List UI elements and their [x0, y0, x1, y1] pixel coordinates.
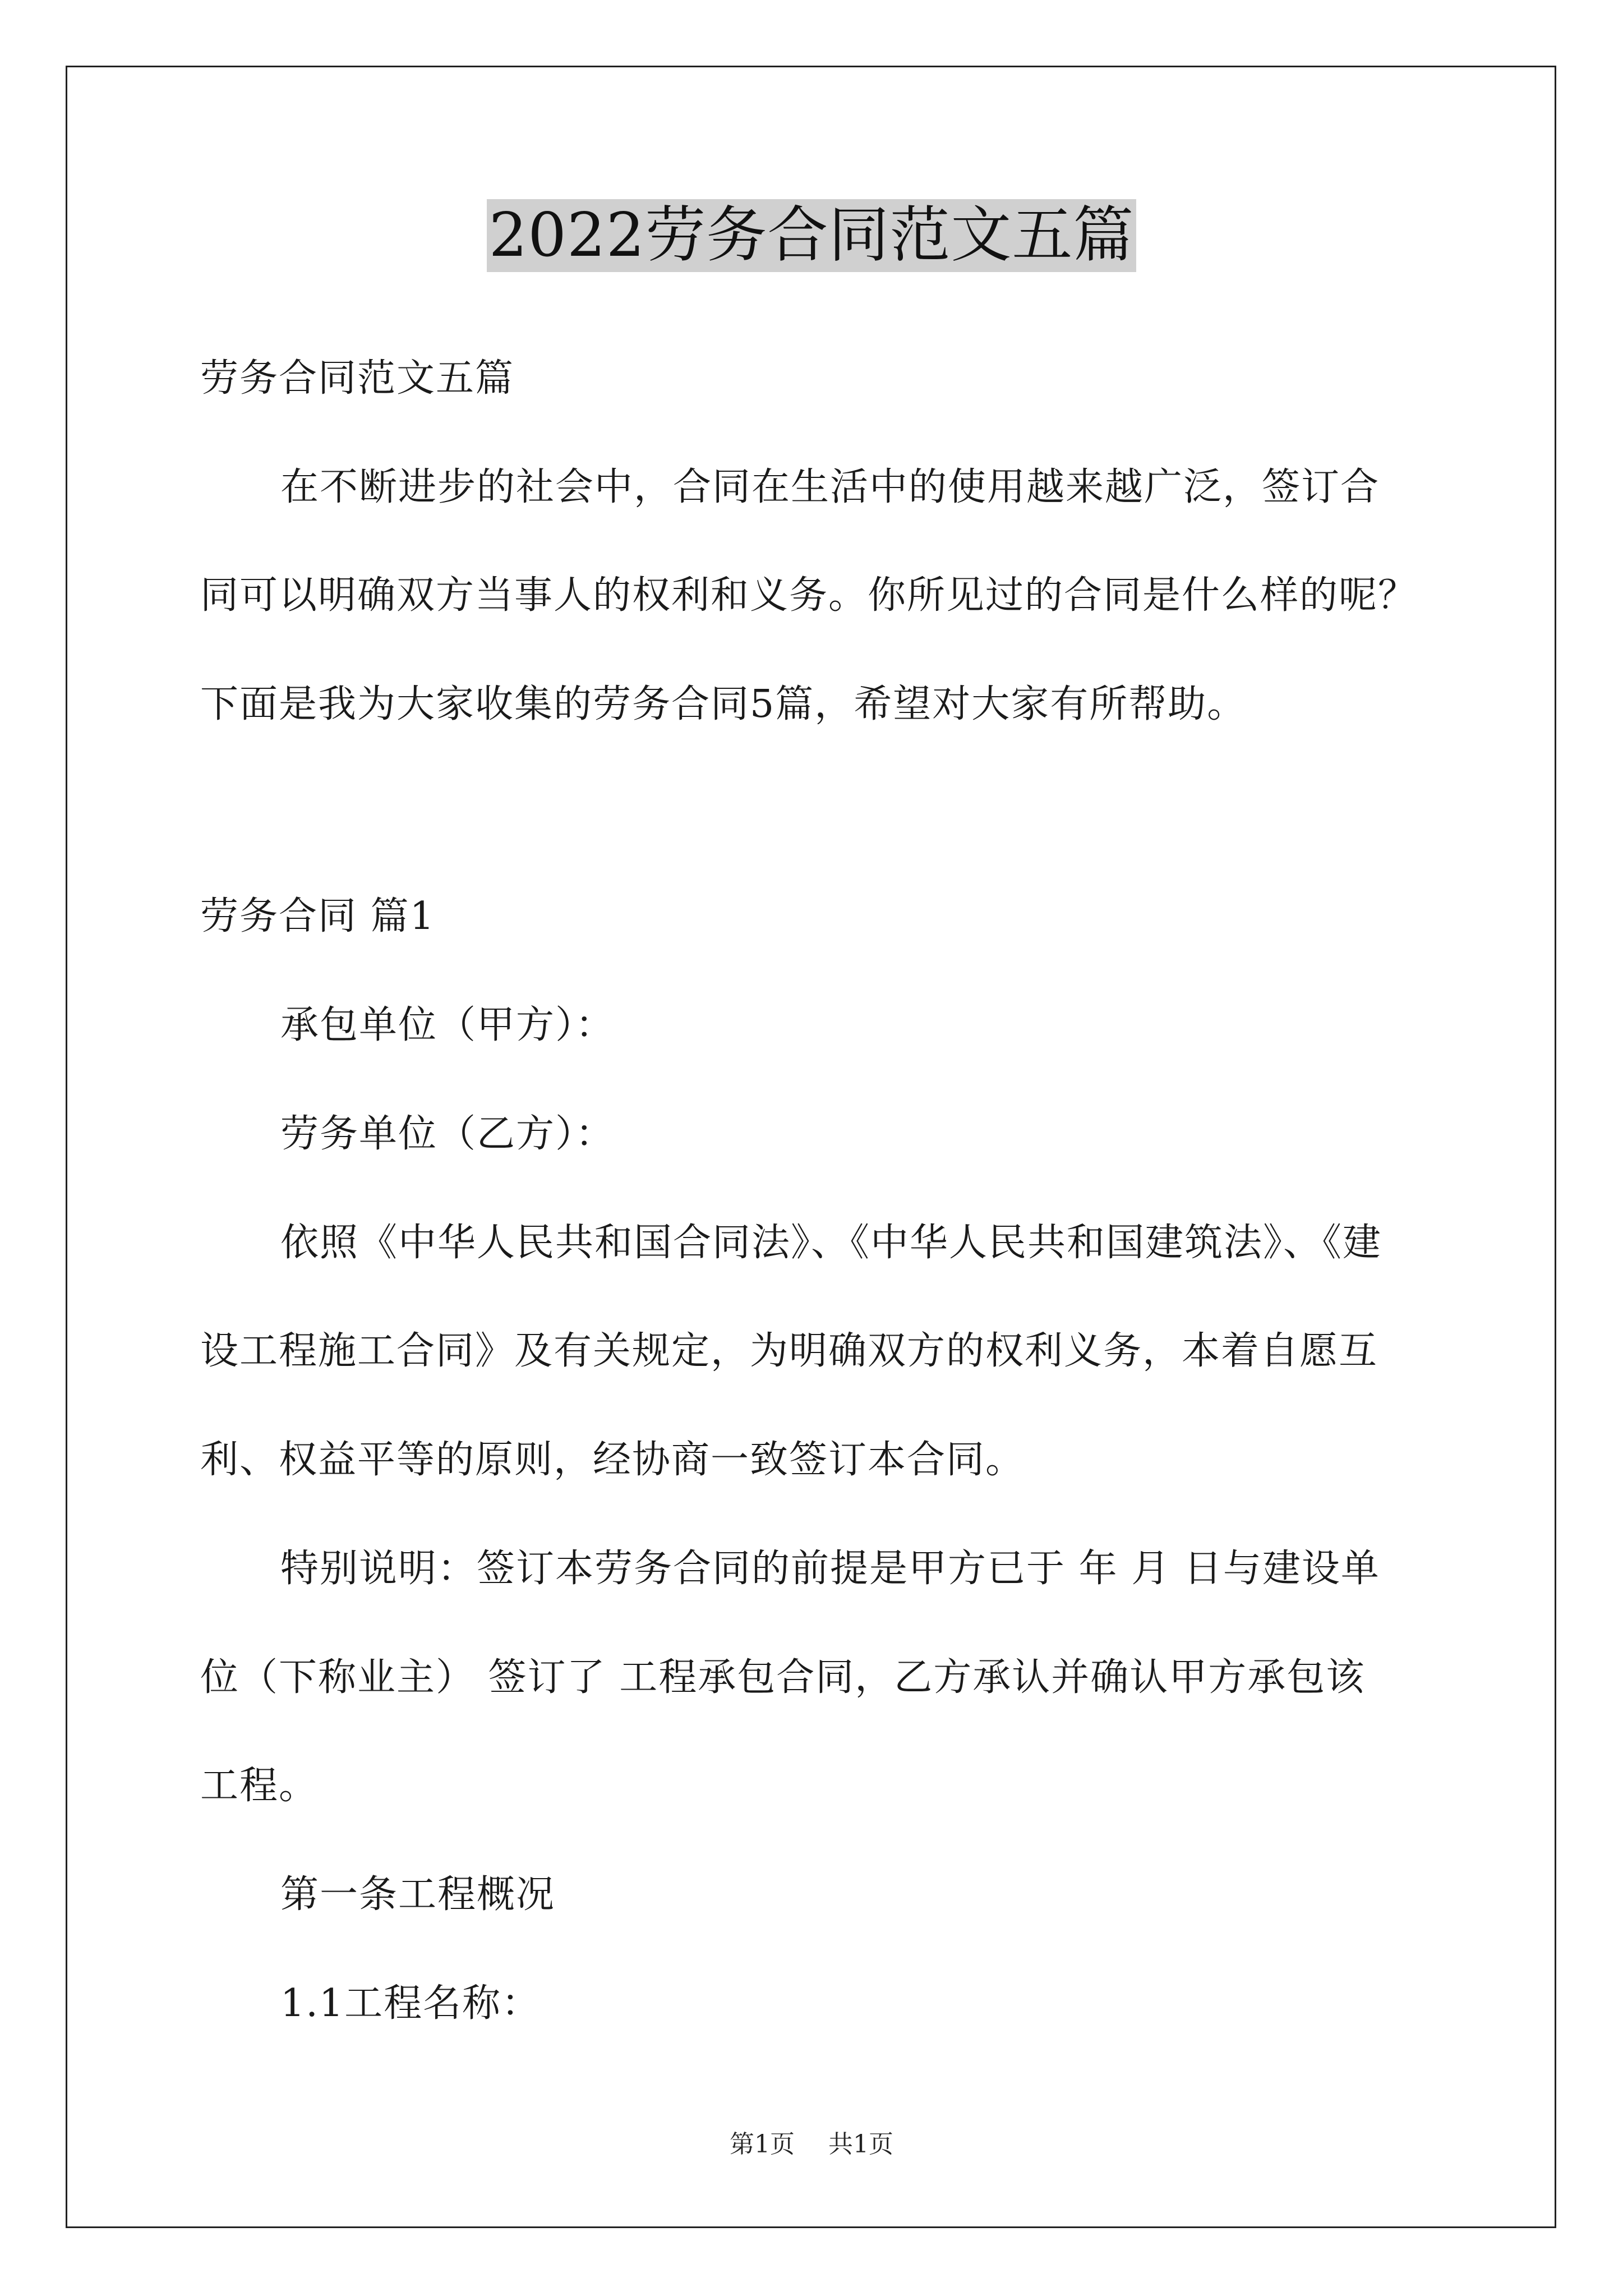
special-note-line-3: 工程。	[200, 1764, 319, 1808]
special-note-line-2: 位（下称业主） 签订了 工程承包合同，乙方承认并确认甲方承包该	[200, 1655, 1366, 1700]
basis-line-2: 设工程施工合同》及有关规定，为明确双方的权利义务，本着自愿互	[200, 1329, 1378, 1373]
document-subtitle: 劳务合同范文五篇	[200, 356, 515, 401]
intro-line-1: 在不断进步的社会中，合同在生活中的使用越来越广泛，签订合	[280, 465, 1380, 509]
basis-line-3: 利、权益平等的原则，经协商一致签订本合同。	[200, 1438, 1025, 1482]
page-footer	[0, 2129, 1623, 2160]
intro-line-3: 下面是我为大家收集的劳务合同5篇，希望对大家有所帮助。	[200, 682, 1247, 726]
title-wrap	[0, 199, 1623, 272]
article-one-heading: 第一条工程概况	[280, 1872, 556, 1917]
basis-line-1: 依照《中华人民共和国合同法》、《中华人民共和国建筑法》、《建	[280, 1221, 1382, 1265]
intro-line-2: 同可以明确双方当事人的权利和义务。你所见过的合同是什么样的呢？	[200, 573, 1418, 618]
document-title: 2022劳务合同范文五篇	[487, 199, 1137, 272]
page-number-total: 共1页	[828, 2130, 893, 2159]
item-1-1: 1.1工程名称：	[280, 1981, 541, 2026]
page-number-current: 第1页	[730, 2130, 795, 2159]
special-note-line-1: 特别说明：签订本劳务合同的前提是甲方已于 年 月 日与建设单	[280, 1547, 1380, 1591]
party-a-line: 承包单位（甲方）：	[280, 1003, 615, 1047]
section-heading: 劳务合同 篇1	[200, 894, 435, 938]
party-b-line: 劳务单位（乙方）：	[280, 1112, 615, 1156]
